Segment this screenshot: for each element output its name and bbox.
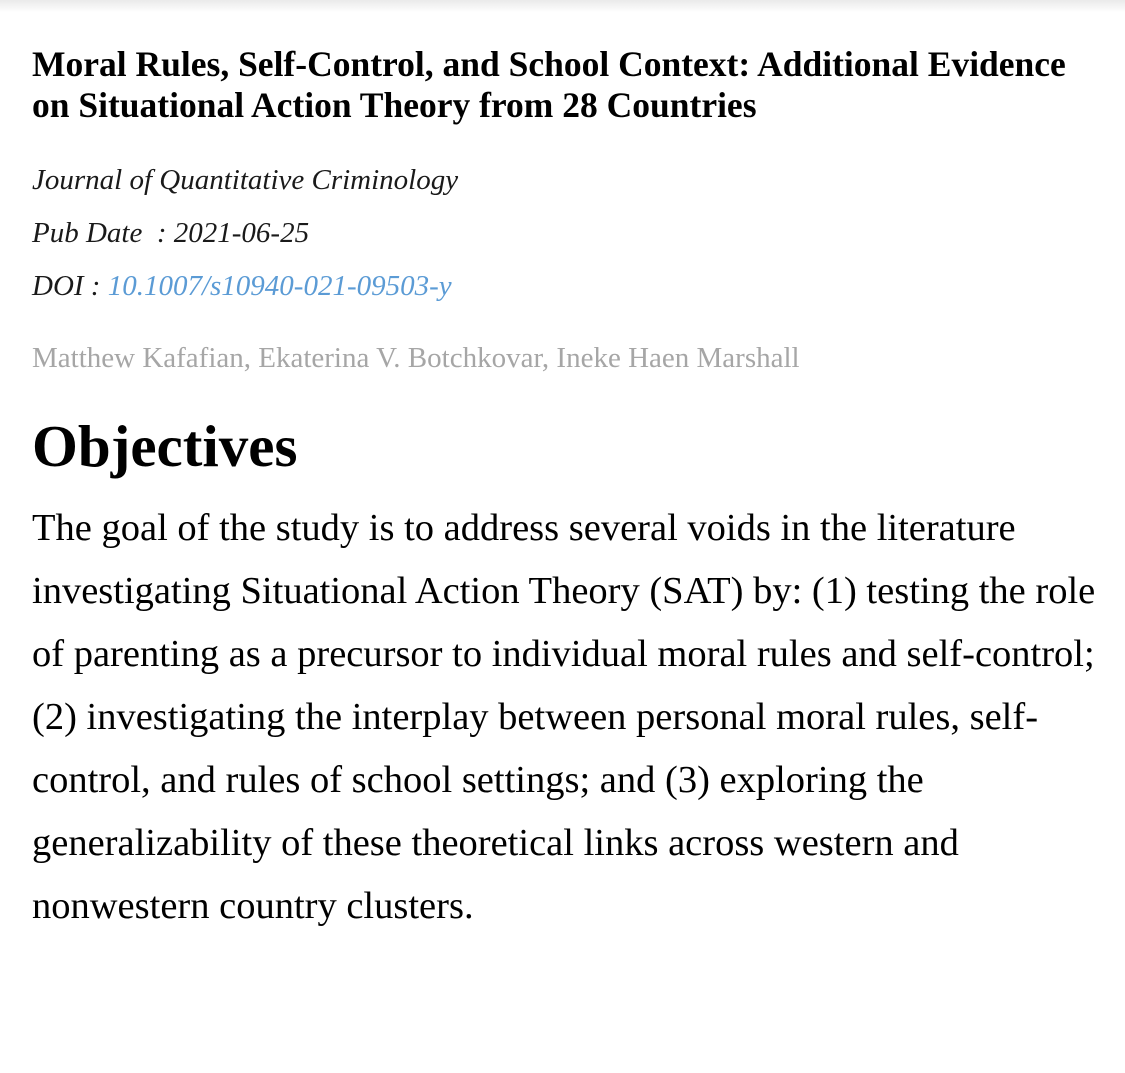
doi-link[interactable]: 10.1007/s10940-021-09503-y <box>107 270 452 302</box>
pub-date-line <box>32 207 1102 260</box>
pub-date-label: Pub Date : <box>32 217 174 249</box>
section-heading: Objectives <box>32 413 298 479</box>
author-list: Matthew Kafafian, Ekaterina V. Botchkovar, Ineke Haen Marshall <box>32 342 800 374</box>
article-metadata <box>32 154 1102 313</box>
top-divider <box>0 0 1125 12</box>
journal-name: Journal of Quantitative Criminology <box>32 164 459 196</box>
pub-date-value: 2021-06-25 <box>173 217 310 249</box>
article-title: Moral Rules, Self-Control, and School Context: Additional Evidence on Situational Action Theory from 28 Countries <box>32 44 1066 125</box>
abstract-text: The goal of the study is to address several voids in the literature investigating Situational Action Theory (SAT) by: (1) testing the role of parenting as a precursor to individual moral rules and self-control; (2) investigating the interplay between personal moral rules, self-control, and rules of school settings; and (3) exploring the generalizability of these theoretical links across western and nonwestern country clusters. <box>32 507 1096 927</box>
doi-label: DOI : <box>32 270 108 302</box>
article-container <box>32 44 1102 938</box>
doi-line <box>32 260 1102 313</box>
